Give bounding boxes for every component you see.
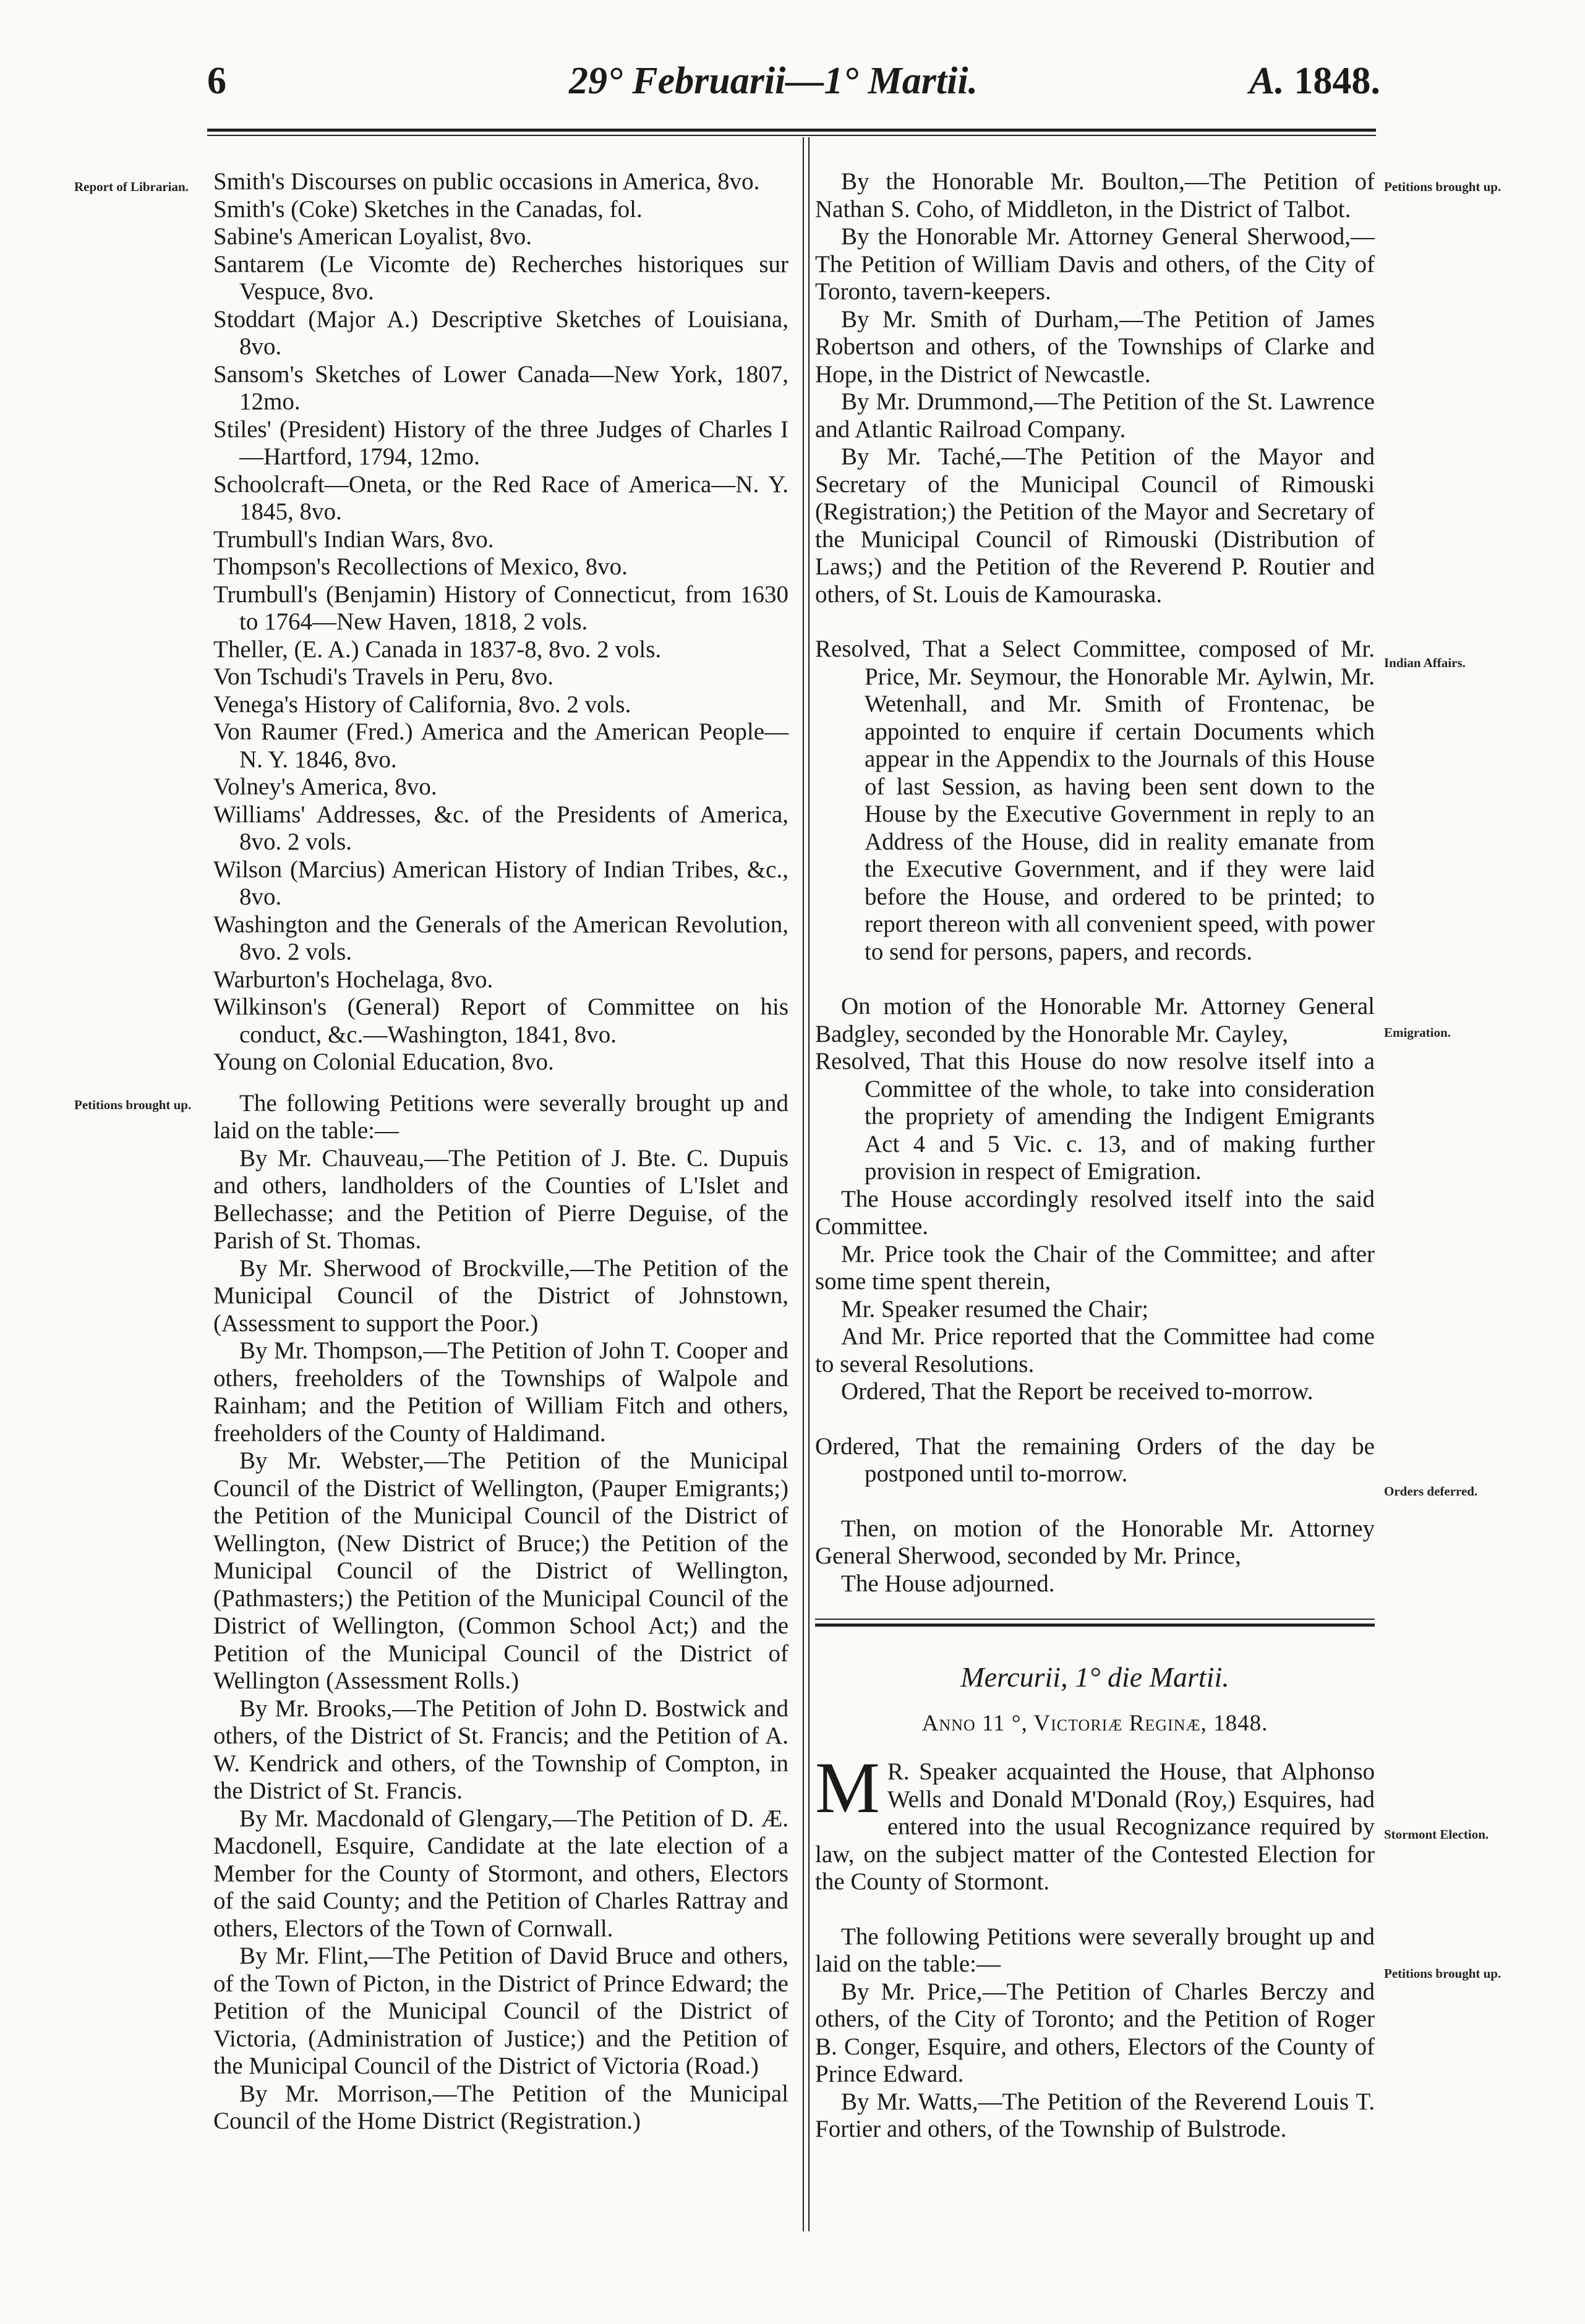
page-year <box>1249 59 1380 115</box>
margin-note-petitions-brought-up-2: Petitions brought up. <box>1384 1966 1502 1981</box>
petition-paragraph: By Mr. Macdonald of Glengary,—The Petition of D. Æ. Macdonell, Esquire, Candidate at the late election of a Member for the County of Stormont, and others, Electors of the said County; and the Petition of Charles Rattray and others, Electors of the Town of Cornwall. <box>213 1805 788 1942</box>
adjournment-motion: Then, on motion of the Honorable Mr. Attorney General Sherwood, seconded by Mr. Prince, <box>815 1515 1375 1569</box>
right-column <box>815 168 1375 2143</box>
margin-note-emigration: Emigration. <box>1384 1025 1451 1040</box>
house-adjourned: The House adjourned. <box>841 1570 1055 1597</box>
page-number: 6 <box>207 60 226 102</box>
resolved-select-committee: Resolved, That a Select Committee, composed of Mr. Price, Mr. Seymour, the Honorable Mr. Aylwin, Mr. Wetenhall, and Mr. Smith of Frontenac, be appointed to enquire if certain Documents which appear in the Appendix to the Journals of this House of last Session, as having been sent down to the House by the Executive Government in reply to an Address of the House, did in reality emanate from the Executive Government, and if they were laid before the House, and ordered to be printed; to report thereon with all convenient speed, with power to send for persons, papers, and records. <box>815 636 1375 965</box>
section-rule-thick <box>815 1624 1375 1627</box>
book-entry: Thompson's Recollections of Mexico, 8vo. <box>213 553 628 580</box>
year-value: 1848. <box>1294 60 1380 102</box>
book-entry: Washington and the Generals of the American Revolution, 8vo. 2 vols. <box>213 911 788 965</box>
margin-note-orders-deferred: Orders deferred. <box>1384 1484 1478 1499</box>
petition-paragraph: By Mr. Drummond,—The Petition of the St. Lawrence and Atlantic Railroad Company. <box>815 388 1375 443</box>
petition-paragraph: By the Honorable Mr. Boulton,—The Petition of Nathan S. Coho, of Middleton, in the District of Talbot. <box>815 168 1375 223</box>
emigration-resolved: Resolved, That this House do now resolve itself into a Committee of the whole, to take into consideration the propriety of amending the Indigent Emigrants Act 4 and 5 Vic. c. 13, and of making further provision in respect of Emigration. <box>815 1048 1375 1185</box>
book-entry: Santarem (Le Vicomte de) Recherches historiques sur Vespuce, 8vo. <box>213 250 788 305</box>
book-entry: Sansom's Sketches of Lower Canada—New York, 1807, 12mo. <box>213 360 788 415</box>
book-entry: Sabine's American Loyalist, 8vo. <box>213 223 532 250</box>
drop-capital: M <box>815 1747 880 1828</box>
emigration-motion: On motion of the Honorable Mr. Attorney General Badgley, seconded by the Honorable Mr. Cayley, <box>815 993 1375 1047</box>
price-reported: And Mr. Price reported that the Committee had come to several Resolutions. <box>815 1323 1375 1377</box>
book-entry: Trumbull's Indian Wars, 8vo. <box>213 526 494 553</box>
petitions-intro: The following Petitions were severally brought up and laid on the table:— <box>213 1089 788 1144</box>
price-took-chair: Mr. Price took the Chair of the Committee; and after some time spent therein, <box>815 1240 1375 1295</box>
book-entry: Von Tschudi's Travels in Peru, 8vo. <box>213 663 553 690</box>
book-entry: Smith's (Coke) Sketches in the Canadas, fol. <box>213 195 643 223</box>
petition-paragraph: By Mr. Watts,—The Petition of the Reverend Louis T. Fortier and others, of the Township of Bulstrode. <box>815 2088 1375 2142</box>
petition-paragraph: By Mr. Price,—The Petition of Charles Berczy and others, of the City of Toronto; and the Petition of Roger B. Conger, Esquire, and others, Electors of the County of Prince Edward. <box>815 1978 1375 2087</box>
book-entry: Williams' Addresses, &c. of the Presidents of America, 8vo. 2 vols. <box>213 801 788 855</box>
left-column <box>213 168 788 2135</box>
book-entry: Wilkinson's (General) Report of Committee on his conduct, &c.—Washington, 1841, 8vo. <box>213 994 788 1048</box>
book-entry: Wilson (Marcius) American History of Indian Tribes, &c., 8vo. <box>213 856 788 910</box>
book-entry: Stoddart (Major A.) Descriptive Sketches of Louisiana, 8vo. <box>213 305 788 360</box>
margin-note-indian-affairs: Indian Affairs. <box>1384 655 1466 670</box>
house-resolved: The House accordingly resolved itself into the said Committee. <box>815 1185 1375 1240</box>
ordered-orders-deferred: Ordered, That the remaining Orders of the day be postponed until to-morrow. <box>815 1432 1375 1487</box>
petition-paragraph: By Mr. Chauveau,—The Petition of J. Bte. C. Dupuis and others, landholders of the Counties of L'Islet and Bellechasse; and the Petition of Pierre Deguise, of the Parish of St. Thomas. <box>213 1144 788 1254</box>
section-rule-thin <box>815 1619 1375 1620</box>
speaker-resumed-chair: Mr. Speaker resumed the Chair; <box>841 1295 1149 1322</box>
year-prefix: A. <box>1249 60 1284 102</box>
petition-paragraph: By Mr. Smith of Durham,—The Petition of James Robertson and others, of the Townships of Clarke and Hope, in the District of Newcastle. <box>815 305 1375 388</box>
header-rule-thick <box>207 129 1376 132</box>
margin-note-petitions-brought-up: Petitions brought up. <box>74 1097 192 1112</box>
margin-note-stormont-election: Stormont Election. <box>1384 1827 1489 1842</box>
regnal-year-subheading: Anno 11 °, Victoriæ Reginæ, 1848. <box>921 1710 1268 1736</box>
stormont-election-text: R. Speaker acquainted the House, that Alphonso Wells and Donald M'Donald (Roy,) Esquires, had entered into the usual Recognizance required by law, on the subject matter of the Contested Election for the County of Stormont. <box>815 1758 1375 1895</box>
page-title: 29° Februarii—1° Martii. <box>569 60 978 102</box>
book-entry: Schoolcraft—Oneta, or the Red Race of America—N. Y. 1845, 8vo. <box>213 470 788 525</box>
margin-note-report-of-librarian: Report of Librarian. <box>74 179 189 194</box>
header-rule-thin <box>207 135 1376 136</box>
book-entry: Trumbull's (Benjamin) History of Connecticut, from 1630 to 1764—New Haven, 1818, 2 vols. <box>213 581 788 635</box>
margin-note-petitions-brought-up-right: Petitions brought up. <box>1384 179 1502 194</box>
book-entry: Smith's Discourses on public occasions in America, 8vo. <box>213 168 760 195</box>
book-entry: Von Raumer (Fred.) America and the American People—N. Y. 1846, 8vo. <box>213 718 788 773</box>
book-entry: Venega's History of California, 8vo. 2 vols. <box>213 691 631 718</box>
petition-paragraph: By Mr. Thompson,—The Petition of John T. Cooper and others, freeholders of the Townships of Walpole and Rainham; and the Petition of William Fitch and others, freeholders of the County of Haldimand. <box>213 1337 788 1447</box>
petition-paragraph: By Mr. Morrison,—The Petition of the Municipal Council of the Home District (Registration.) <box>213 2080 788 2134</box>
petition-paragraph: By the Honorable Mr. Attorney General Sherwood,—The Petition of William Davis and others, of the City of Toronto, tavern-keepers. <box>815 223 1375 305</box>
librarian-book-list <box>213 168 788 1076</box>
sitting-date-heading: Mercurii, 1° die Martii. <box>960 1661 1229 1693</box>
petition-paragraph: By Mr. Flint,—The Petition of David Bruce and others, of the Town of Picton, in the District of Prince Edward; the Petition of the Municipal Council of the District of Victoria, (Administration of Justice;) and the Petition of the Municipal Council of the District of Victoria (Road.) <box>213 1943 788 2079</box>
petition-paragraph: By Mr. Brooks,—The Petition of John D. Bostwick and others, of the District of St. Francis; and the Petition of A. W. Kendrick and others, of the Township of Compton, in the District of St. Francis. <box>213 1695 788 1804</box>
book-entry: Stiles' (President) History of the three Judges of Charles I—Hartford, 1794, 12mo. <box>213 415 788 470</box>
petitions-intro: The following Petitions were severally brought up and laid on the table:— <box>815 1923 1375 1977</box>
petition-paragraph: By Mr. Webster,—The Petition of the Municipal Council of the District of Wellington, (Pauper Emigrants;) the Petition of the Municipal Council of the District of Wellington, (New District of Bruce;) the Petition of the Municipal Council of the District of Wellington, (Pathmasters;) the Petition of the Municipal Council of the District of Wellington, (Common School Act;) and the Petition of the Municipal Council of the District of Wellington (Assessment Rolls.) <box>213 1447 788 1694</box>
book-entry: Young on Colonial Education, 8vo. <box>213 1049 554 1075</box>
column-divider-second <box>808 137 810 2231</box>
book-entry: Volney's America, 8vo. <box>213 773 437 800</box>
book-entry: Theller, (E. A.) Canada in 1837-8, 8vo. 2 vols. <box>213 636 662 663</box>
ordered-report-tomorrow: Ordered, That the Report be received to-morrow. <box>841 1378 1314 1405</box>
petition-paragraph: By Mr. Sherwood of Brockville,—The Petition of the Municipal Council of the District of Johnstown, (Assessment to support the Poor.) <box>213 1254 788 1337</box>
book-entry: Warburton's Hochelaga, 8vo. <box>213 966 493 993</box>
petition-paragraph: By Mr. Taché,—The Petition of the Mayor and Secretary of the Municipal Council of Rimouski (Registration;) the Petition of the Mayor and Secretary of the Municipal Council of Rimouski (Distribution of Laws;) and the Petition of the Reverend P. Routier and others, of St. Louis de Kamouraska. <box>815 443 1375 608</box>
stormont-election-paragraph <box>815 1747 1375 1896</box>
column-divider <box>803 137 804 2231</box>
